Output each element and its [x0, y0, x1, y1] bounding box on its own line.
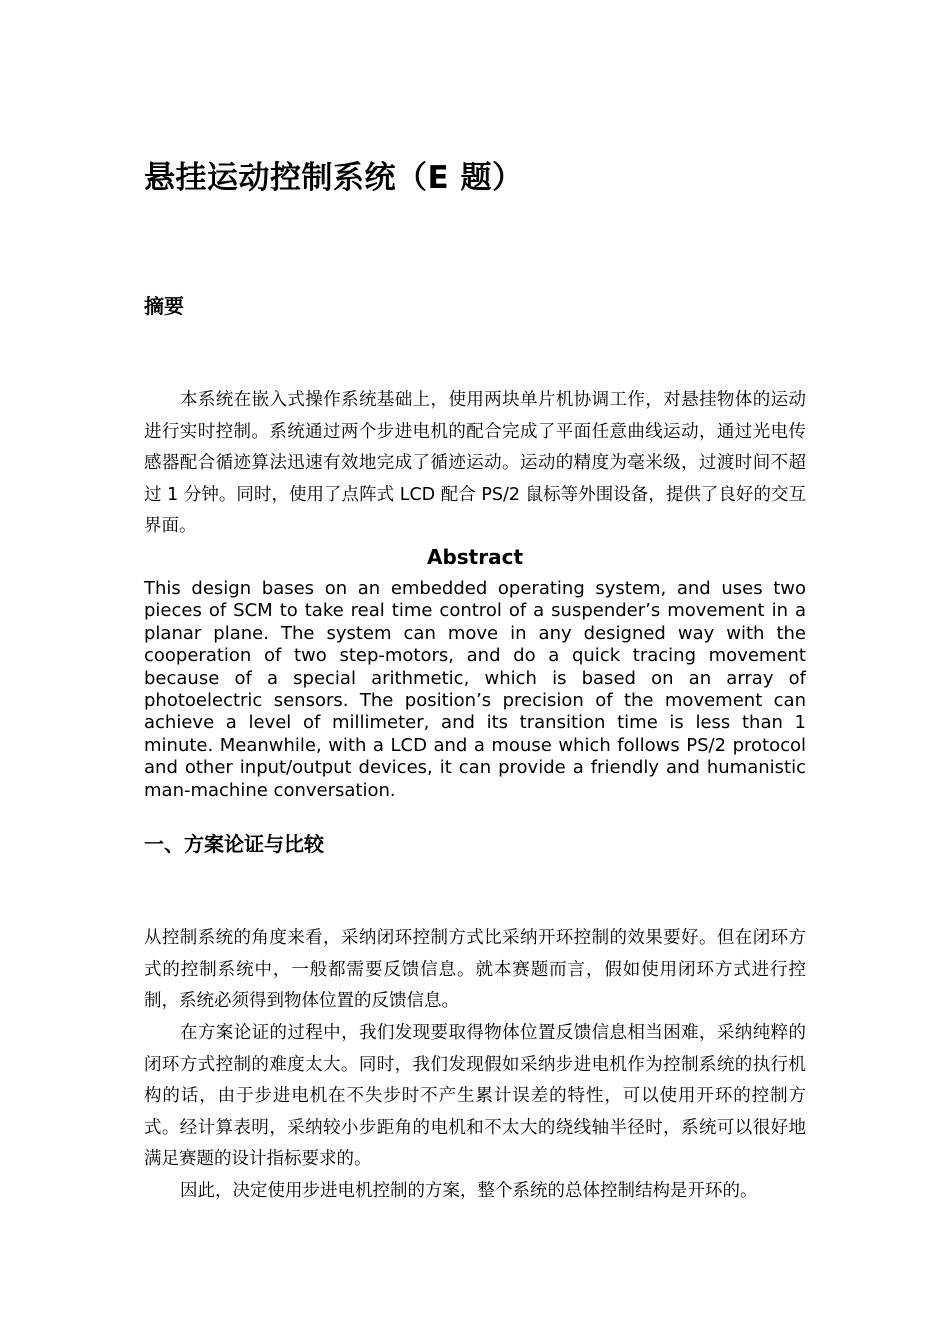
abstract-en-paragraph: This design bases on an embedded operating system, and uses two pieces of SCM to take real time control of a suspender’s movement in a planar plane. The system can move in any designed way with the cooperation of two step-motors, and do a quick tracing movement because of a special arithmetic, which is based on an array of photoelectric sensors. The position’s precision of the movement can achieve a level of millimeter, and its transition time is less than 1 minute. Meanwhile, with a LCD and a mouse which follows PS/2 protocol and other input/output devices, it can provide a friendly and humanistic man-machine conversation. [144, 578, 806, 801]
section1-paragraph: 在方案论证的过程中，我们发现要取得物体位置反馈信息相当困难，采纳纯粹的闭环方式控制的难度太大。同时，我们发现假如采纳步进电机作为控制系统的执行机构的话，由于步进电机在不失步时不产生累计误差的特性，可以使用开环的控制方式。经计算表明，采纳较小步距角的电机和不太大的绕线轴半径时，系统可以很好地满足赛题的设计指标要求的。 [144, 1023, 806, 1169]
section1-paragraph: 从控制系统的角度来看，采纳闭环控制方式比采纳开环控制的效果要好。但在闭环方式的控制系统中，一般都需要反馈信息。就本赛题而言，假如使用闭环方式进行控制，系统必须得到物体位置的反馈信息。 [144, 928, 806, 1011]
document-title: 悬挂运动控制系统（E 题） [144, 160, 524, 196]
section1-heading: 一、方案论证与比较 [144, 832, 324, 856]
section1-paragraph: 因此，决定使用步进电机控制的方案，整个系统的总体控制结构是开环的。 [180, 1181, 758, 1201]
abstract-cn-paragraph: 本系统在嵌入式操作系统基础上，使用两块单片机协调工作，对悬挂物体的运动进行实时控制。系统通过两个步进电机的配合完成了平面任意曲线运动，通过光电传感器配合循迹算法迅速有效地完成了循迹运动。运动的精度为毫米级，过渡时间不超过 1 分钟。同时，使用了点阵式 LCD 配合 PS/2 鼠标等外围设备，提供了良好的交互界面。 [144, 390, 806, 536]
abstract-cn-heading: 摘要 [144, 294, 184, 318]
abstract-en-heading: Abstract [426, 545, 524, 569]
